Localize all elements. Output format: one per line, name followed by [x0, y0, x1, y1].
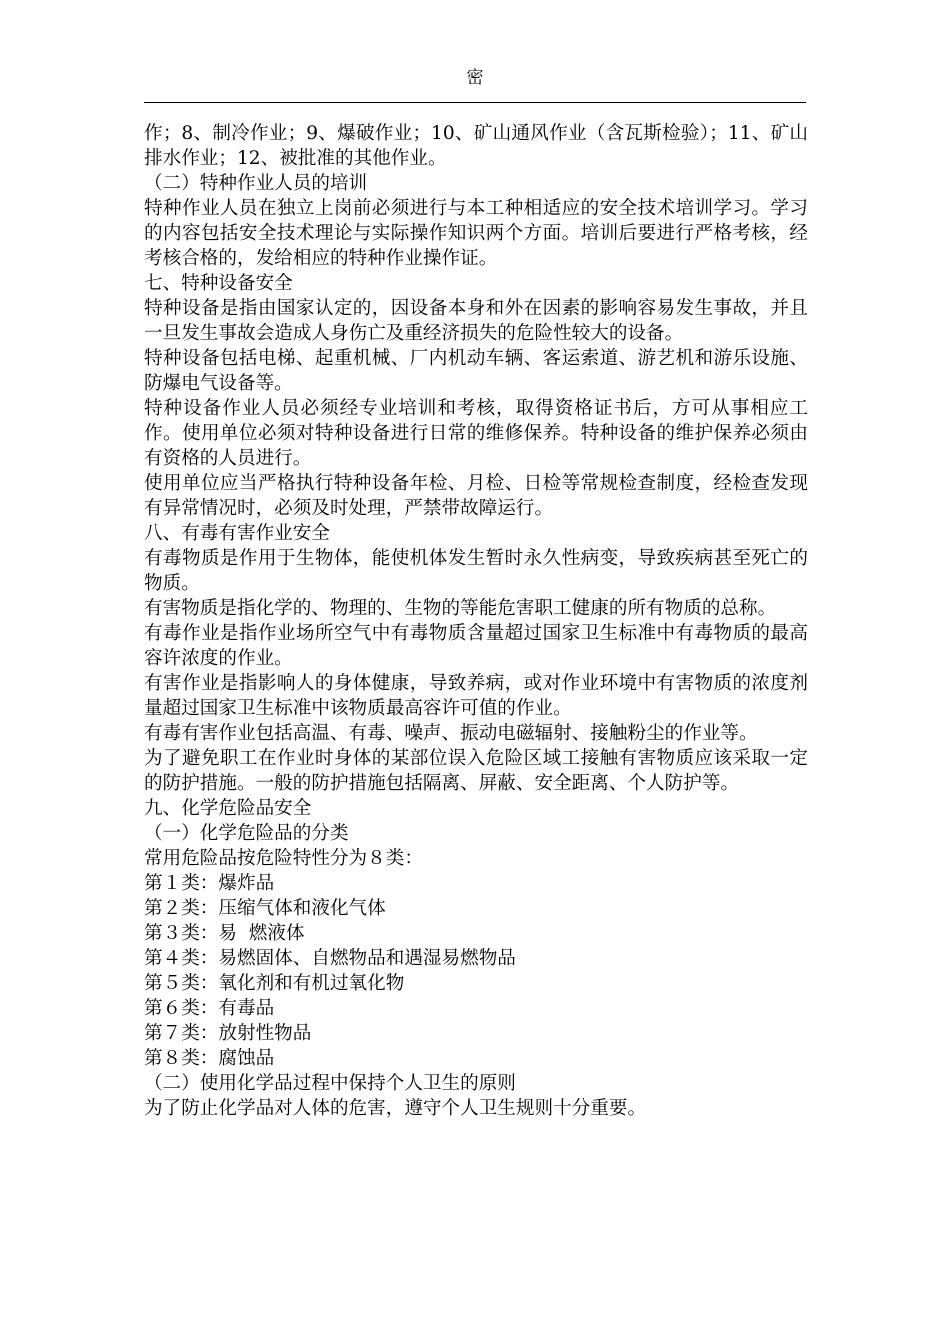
section-heading: 九、化学危险品安全: [144, 798, 312, 819]
paragraph: 作；8、制冷作业；9、爆破作业；10、矿山通风作业（含瓦斯检验）；11、矿山排水作业；12、被批准的其他作业。: [144, 123, 808, 169]
list-item: 第７类：放射性物品: [144, 1023, 312, 1044]
list-item: 第６类：有毒品: [144, 998, 275, 1019]
paragraph: 特种设备包括电梯、起重机械、厂内机动车辆、客运索道、游艺机和游乐设施、防爆电气设备等。: [144, 348, 808, 394]
section-heading: 八、有毒有害作业安全: [144, 523, 330, 544]
paragraph: 使用单位应当严格执行特种设备年检、月检、日检等常规检查制度，经检查发现有异常情况时，必须及时处理，严禁带故障运行。: [144, 473, 808, 519]
paragraph: 有毒有害作业包括高温、有毒、噪声、振动电磁辐射、接触粉尘的作业等。: [144, 723, 758, 744]
section-heading: 七、特种设备安全: [144, 273, 293, 294]
paragraph: 有害物质是指化学的、物理的、生物的等能危害职工健康的所有物质的总称。: [144, 598, 777, 619]
list-item: 第１类：爆炸品: [144, 873, 275, 894]
paragraph: 为了避免职工在作业时身体的某部位误入危险区域工接触有害物质应该采取一定的防护措施。一般的防护措施包括隔离、屏蔽、安全距离、个人防护等。: [144, 748, 808, 794]
section-subheading: （一）化学危险品的分类: [144, 823, 349, 844]
list-item: 第５类：氧化剂和有机过氧化物: [144, 973, 405, 994]
paragraph: 有害作业是指影响人的身体健康，导致养病，或对作业环境中有害物质的浓度剂量超过国家卫生标准中该物质最高容许可值的作业。: [144, 673, 808, 719]
paragraph: 特种设备作业人员必须经专业培训和考核，取得资格证书后，方可从事相应工作。使用单位必须对特种设备进行日常的维修保养。特种设备的维护保养必须由有资格的人员进行。: [144, 398, 808, 469]
paragraph: 有毒物质是作用于生物体，能使机体发生暂时永久性病变，导致疾病甚至死亡的物质。: [144, 548, 808, 594]
paragraph: 常用危险品按危险特性分为８类：: [144, 848, 423, 869]
list-item: 第２类：压缩气体和液化气体: [144, 898, 386, 919]
list-item: 第３类：易 燃液体: [144, 923, 305, 944]
paragraph: 有毒作业是指作业场所空气中有毒物质含量超过国家卫生标准中有毒物质的最高容许浓度的作业。: [144, 623, 808, 669]
page-header: 密: [466, 68, 484, 88]
paragraph: 为了防止化学品对人体的危害，遵守个人卫生规则十分重要。: [144, 1098, 647, 1119]
section-subheading: （二）特种作业人员的培训: [144, 173, 368, 194]
document-body: [144, 121, 808, 1121]
paragraph: 特种设备是指由国家认定的，因设备本身和外在因素的影响容易发生事故，并且一旦发生事故会造成人身伤亡及重经济损失的危险性较大的设备。: [144, 298, 808, 344]
list-item: 第８类：腐蚀品: [144, 1048, 275, 1069]
paragraph: 特种作业人员在独立上岗前必须进行与本工种相适应的安全技术培训学习。学习的内容包括安全技术理论与实际操作知识两个方面。培训后要进行严格考核，经考核合格的，发给相应的特种作业操作证。: [144, 198, 808, 269]
header-divider: [144, 102, 806, 103]
list-item: 第４类：易燃固体、自燃物品和遇湿易燃物品: [144, 948, 516, 969]
section-subheading: （二）使用化学品过程中保持个人卫生的原则: [144, 1073, 516, 1094]
